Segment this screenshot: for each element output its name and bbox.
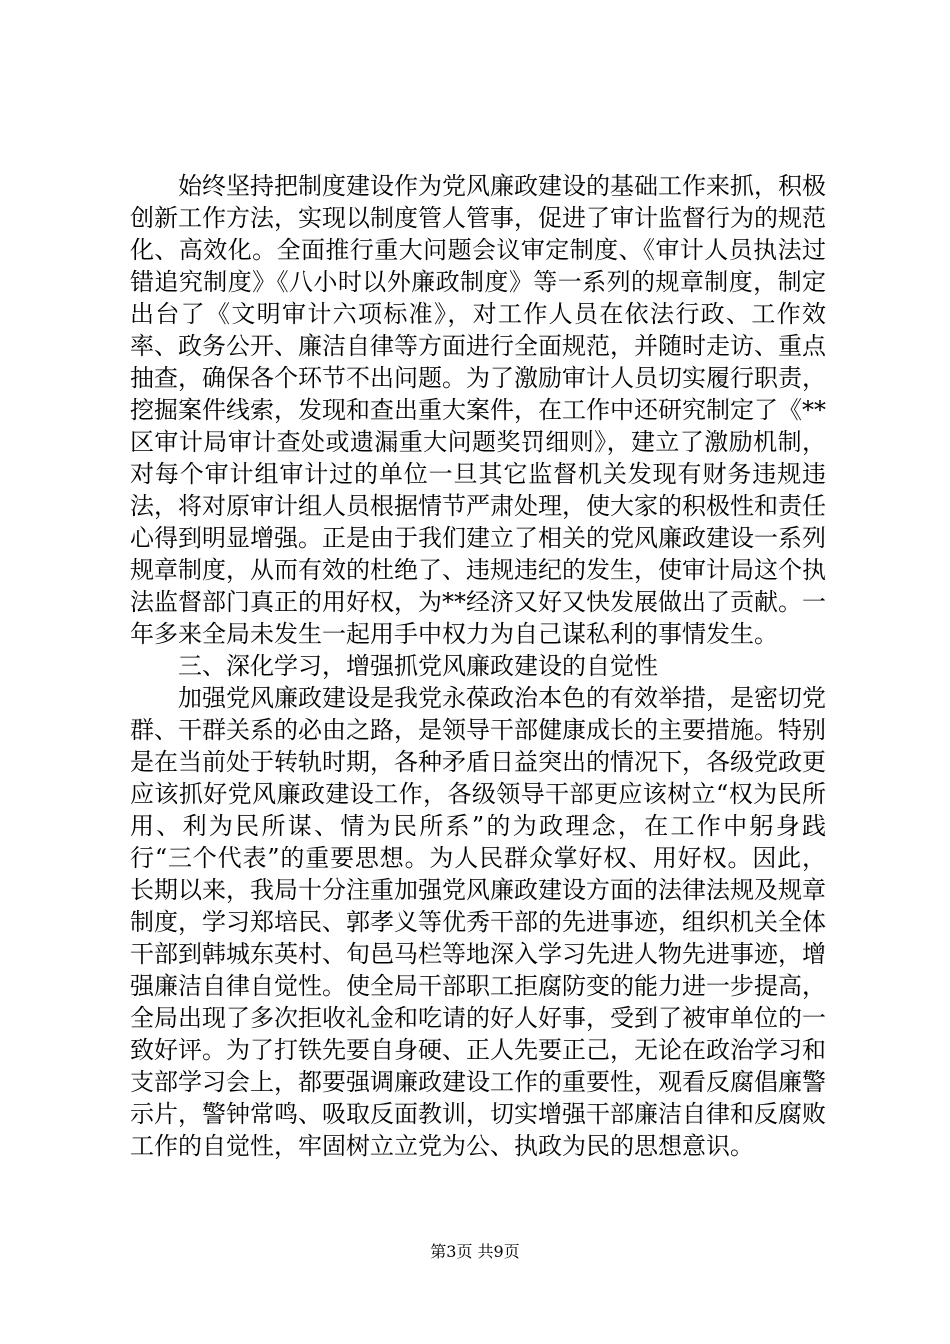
paragraph-system-building: 始终坚持把制度建设作为党风廉政建设的基础工作来抓，积极创新工作方法，实现以制度管人管事，促进了审计监督行为的规范化、高效化。全面推行重大问题会议审定制度、《审计人员执法过错追究制度》《八小时以外廉政制度》等一系列的规章制度，制定出台了《文明审计六项标准》，对工作人员在依法行政、工作效率、政务公开、廉洁自律等方面进行全面规范，并随时走访、重点抽查，确保各个环节不出问题。为了激励审计人员切实履行职责，挖掘案件线索，发现和查出重大案件，在工作中还研究制定了《**区审计局审计查处或遗漏重大问题奖罚细则》，建立了激励机制，对每个审计组审计过的单位一旦其它监督机关发现有财务违规违法，将对原审计组人员根据情节严肃处理，使大家的积极性和责任心得到明显增强。正是由于我们建立了相关的党风廉政建设一系列规章制度，从而有效的杜绝了、违规违纪的发生，使审计局这个执法监督部门真正的用好权，为**经济又好又快发展做出了贡献。一年多来全局未发生一起用手中权力为自己谋私利的事情发生。 bbox=[130, 172, 826, 648]
page-number-footer: 第3页 共9页 bbox=[430, 1242, 520, 1261]
section-heading-3: 三、深化学习，增强抓党风廉政建设的自觉性 bbox=[178, 652, 658, 680]
document-body bbox=[130, 170, 826, 1162]
paragraph-deepen-study: 加强党风廉政建设是我党永葆政治本色的有效举措，是密切党群、干群关系的必由之路，是领导干部健康成长的主要措施。特别是在当前处于转轨时期，各种矛盾日益突出的情况下，各级党政更应该抓好党风廉政建设工作，各级领导干部更应该树立“权为民所用、利为民所谋、情为民所系”的为政理念，在工作中躬身践行“三个代表”的重要思想。为人民群众掌好权、用好权。因此，长期以来，我局十分注重加强党风廉政建设方面的法律法规及规章制度，学习郑培民、郭孝义等优秀干部的先进事迹，组织机关全体干部到韩城东英村、旬邑马栏等地深入学习先进人物先进事迹，增强廉洁自律自觉性。使全局干部职工拒腐防变的能力进一步提高，全局出现了多次拒收礼金和吃请的好人好事，受到了被审单位的一致好评。为了打铁先要自身硬、正人先要正己，无论在政治学习和支部学习会上，都要强调廉政建设工作的重要性，观看反腐倡廉警示片，警钟常鸣、吸取反面教训，切实增强干部廉洁自律和反腐败工作的自觉性，牢固树立立党为公、执政为民的思想意识。 bbox=[130, 684, 826, 1160]
